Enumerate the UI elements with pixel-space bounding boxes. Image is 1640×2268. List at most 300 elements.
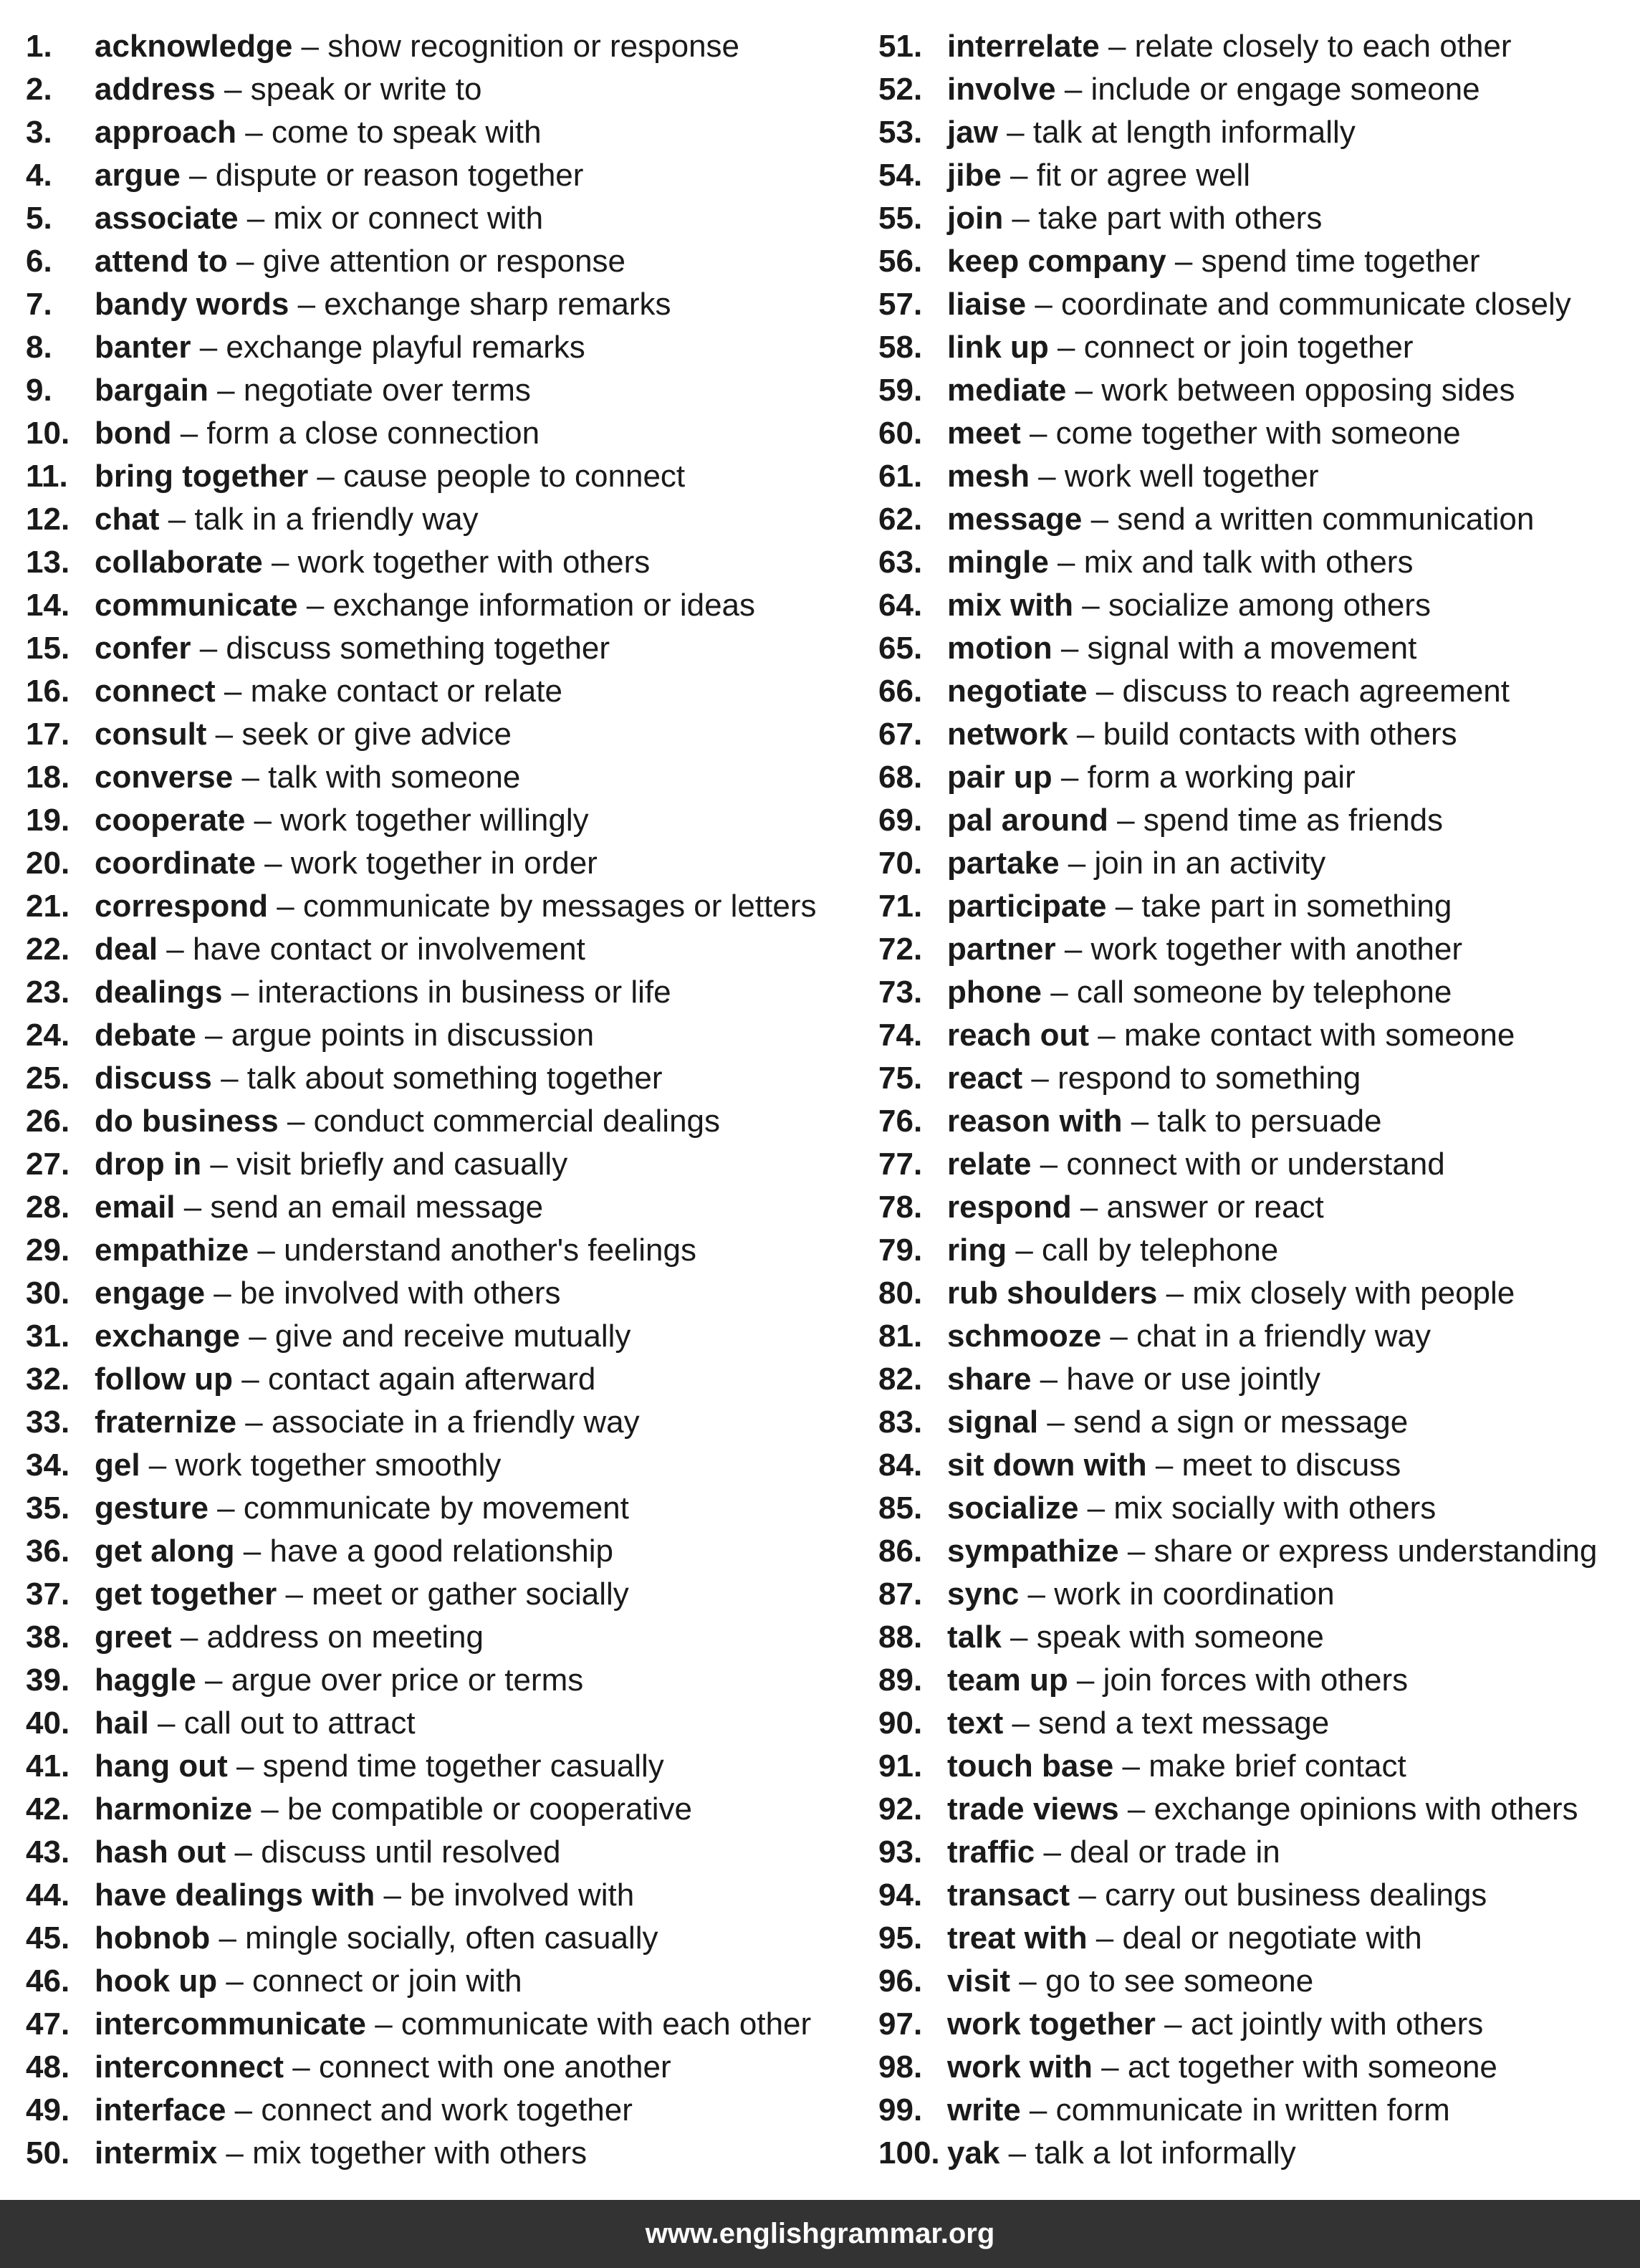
item-term: reason with bbox=[947, 1104, 1123, 1139]
item-number: 96. bbox=[878, 1963, 923, 1999]
item-term: message bbox=[947, 502, 1083, 537]
item-number: 35. bbox=[26, 1491, 70, 1526]
item-number: 90. bbox=[878, 1705, 923, 1741]
item-definition: – work between opposing sides bbox=[1066, 373, 1515, 408]
item-definition: – answer or react bbox=[1071, 1190, 1324, 1225]
item-definition: – work together in order bbox=[255, 846, 598, 881]
list-item bbox=[878, 369, 1631, 412]
item-definition: – communicate by messages or letters bbox=[268, 889, 817, 924]
item-definition: – send a sign or message bbox=[1038, 1405, 1409, 1440]
list-item bbox=[26, 1358, 850, 1401]
item-number: 76. bbox=[878, 1104, 923, 1139]
item-number: 54. bbox=[878, 158, 923, 193]
footer-url: www.englishgrammar.org bbox=[645, 2218, 995, 2249]
item-number: 2. bbox=[26, 72, 52, 107]
item-number: 5. bbox=[26, 201, 52, 236]
item-term: interconnect bbox=[95, 2049, 284, 2085]
item-term: text bbox=[947, 1705, 1004, 1741]
item-number: 81. bbox=[878, 1319, 923, 1354]
list-item bbox=[26, 197, 850, 240]
list-item bbox=[878, 1057, 1631, 1100]
item-definition: – exchange sharp remarks bbox=[289, 287, 671, 322]
item-number: 48. bbox=[26, 2049, 70, 2085]
item-definition: – form a close connection bbox=[171, 416, 540, 451]
item-term: sympathize bbox=[947, 1533, 1119, 1569]
list-item bbox=[26, 1272, 850, 1315]
item-definition: – call by telephone bbox=[1007, 1233, 1279, 1268]
item-number: 4. bbox=[26, 158, 52, 193]
item-definition: – connect or join together bbox=[1048, 330, 1414, 365]
item-term: engage bbox=[95, 1276, 206, 1311]
item-definition: – send a written communication bbox=[1082, 502, 1535, 537]
item-number: 11. bbox=[26, 459, 68, 494]
item-number: 70. bbox=[878, 846, 923, 881]
item-number: 32. bbox=[26, 1362, 70, 1397]
list-item bbox=[878, 2132, 1631, 2175]
item-term: chat bbox=[95, 502, 160, 537]
list-item bbox=[878, 971, 1631, 1014]
list-item bbox=[26, 928, 850, 971]
item-definition: – join in an activity bbox=[1059, 846, 1326, 881]
item-term: work with bbox=[947, 2049, 1093, 2085]
item-term: get along bbox=[95, 1533, 235, 1569]
item-definition: – make contact with someone bbox=[1089, 1018, 1515, 1053]
item-definition: – call someone by telephone bbox=[1041, 975, 1452, 1010]
list-item bbox=[878, 627, 1631, 670]
item-number: 7. bbox=[26, 287, 52, 322]
item-term: empathize bbox=[95, 1233, 249, 1268]
item-definition: – argue points in discussion bbox=[196, 1018, 595, 1053]
item-term: get together bbox=[95, 1576, 277, 1612]
item-term: approach bbox=[95, 115, 237, 150]
item-term: transact bbox=[947, 1877, 1070, 1913]
item-definition: – relate closely to each other bbox=[1099, 29, 1512, 64]
item-number: 99. bbox=[878, 2092, 923, 2128]
item-definition: – work well together bbox=[1029, 459, 1319, 494]
item-term: partner bbox=[947, 932, 1056, 967]
item-definition: – connect with or understand bbox=[1031, 1147, 1445, 1182]
item-term: bond bbox=[95, 416, 172, 451]
item-number: 86. bbox=[878, 1533, 923, 1569]
item-number: 50. bbox=[26, 2135, 70, 2171]
item-definition: – work together with another bbox=[1055, 932, 1463, 967]
item-term: treat with bbox=[947, 1920, 1088, 1956]
item-number: 40. bbox=[26, 1705, 70, 1741]
list-item bbox=[26, 1659, 850, 1702]
item-term: email bbox=[95, 1190, 176, 1225]
item-definition: – coordinate and communicate closely bbox=[1026, 287, 1571, 322]
item-term: argue bbox=[95, 158, 181, 193]
list-item bbox=[878, 68, 1631, 111]
item-number: 78. bbox=[878, 1190, 923, 1225]
item-number: 8. bbox=[26, 330, 52, 365]
item-definition: – spend time together casually bbox=[227, 1748, 664, 1784]
item-number: 100. bbox=[878, 2135, 940, 2171]
footer-bar bbox=[0, 2200, 1640, 2268]
item-definition: – work together with others bbox=[262, 545, 651, 580]
list-item bbox=[878, 240, 1631, 283]
item-term: hail bbox=[95, 1705, 149, 1741]
item-number: 59. bbox=[878, 373, 923, 408]
item-number: 57. bbox=[878, 287, 923, 322]
word-list-right-column bbox=[878, 25, 1631, 2175]
item-definition: – argue over price or terms bbox=[196, 1662, 584, 1698]
list-item bbox=[26, 1487, 850, 1530]
item-term: acknowledge bbox=[95, 29, 293, 64]
item-definition: – make contact or relate bbox=[215, 674, 562, 709]
item-term: motion bbox=[947, 631, 1052, 666]
item-number: 94. bbox=[878, 1877, 923, 1913]
list-item bbox=[26, 1530, 850, 1573]
item-term: rub shoulders bbox=[947, 1276, 1158, 1311]
item-number: 18. bbox=[26, 760, 70, 795]
item-number: 91. bbox=[878, 1748, 923, 1784]
item-term: work together bbox=[947, 2006, 1156, 2042]
item-term: mix with bbox=[947, 588, 1074, 623]
item-term: participate bbox=[947, 889, 1107, 924]
item-definition: – have or use jointly bbox=[1031, 1362, 1320, 1397]
item-definition: – talk to persuade bbox=[1122, 1104, 1382, 1139]
item-definition: – mix and talk with others bbox=[1048, 545, 1414, 580]
item-definition: – communicate with each other bbox=[365, 2006, 812, 2042]
item-definition: – meet to discuss bbox=[1146, 1448, 1401, 1483]
list-item bbox=[26, 412, 850, 455]
item-term: negotiate bbox=[947, 674, 1088, 709]
item-term: ring bbox=[947, 1233, 1007, 1268]
item-definition: – mix together with others bbox=[217, 2135, 588, 2171]
item-definition: – exchange opinions with others bbox=[1118, 1791, 1578, 1827]
item-term: hash out bbox=[95, 1834, 226, 1870]
item-definition: – interactions in business or life bbox=[222, 975, 671, 1010]
list-item bbox=[878, 756, 1631, 799]
list-item bbox=[878, 1487, 1631, 1530]
item-definition: – signal with a movement bbox=[1052, 631, 1417, 666]
item-term: communicate bbox=[95, 588, 298, 623]
item-term: liaise bbox=[947, 287, 1027, 322]
item-definition: – mix socially with others bbox=[1078, 1491, 1437, 1526]
item-number: 74. bbox=[878, 1018, 923, 1053]
item-definition: – mix closely with people bbox=[1157, 1276, 1515, 1311]
item-term: haggle bbox=[95, 1662, 196, 1698]
item-number: 63. bbox=[878, 545, 923, 580]
item-term: touch base bbox=[947, 1748, 1114, 1784]
item-definition: – be compatible or cooperative bbox=[252, 1791, 692, 1827]
list-item bbox=[878, 25, 1631, 68]
item-term: consult bbox=[95, 717, 207, 752]
item-definition: – exchange playful remarks bbox=[191, 330, 585, 365]
item-term: fraternize bbox=[95, 1405, 237, 1440]
item-definition: – meet or gather socially bbox=[277, 1576, 629, 1612]
item-definition: – deal or trade in bbox=[1035, 1834, 1280, 1870]
item-term: team up bbox=[947, 1662, 1068, 1698]
item-definition: – send an email message bbox=[175, 1190, 544, 1225]
list-item bbox=[878, 326, 1631, 369]
item-number: 61. bbox=[878, 459, 923, 494]
list-item bbox=[26, 541, 850, 584]
list-item bbox=[878, 283, 1631, 326]
item-definition: – connect and work together bbox=[226, 2092, 633, 2128]
item-number: 80. bbox=[878, 1276, 923, 1311]
item-number: 64. bbox=[878, 588, 923, 623]
item-term: associate bbox=[95, 201, 239, 236]
list-item bbox=[878, 1272, 1631, 1315]
item-definition: – address on meeting bbox=[171, 1619, 484, 1655]
item-definition: – come together with someone bbox=[1020, 416, 1461, 451]
item-number: 10. bbox=[26, 416, 70, 451]
list-item bbox=[26, 283, 850, 326]
item-definition: – communicate by movement bbox=[208, 1491, 629, 1526]
item-definition: – speak with someone bbox=[1001, 1619, 1324, 1655]
item-definition: – spend time as friends bbox=[1108, 803, 1444, 838]
list-item bbox=[878, 1917, 1631, 1960]
item-term: sync bbox=[947, 1576, 1020, 1612]
item-number: 1. bbox=[26, 29, 52, 64]
item-term: dealings bbox=[95, 975, 223, 1010]
item-term: intercommunicate bbox=[95, 2006, 366, 2042]
item-definition: – discuss until resolved bbox=[226, 1834, 561, 1870]
list-item bbox=[26, 1014, 850, 1057]
item-definition: – build contacts with others bbox=[1068, 717, 1457, 752]
item-definition: – take part with others bbox=[1003, 201, 1323, 236]
item-number: 93. bbox=[878, 1834, 923, 1870]
item-term: join bbox=[947, 201, 1004, 236]
item-term: pal around bbox=[947, 803, 1108, 838]
item-number: 24. bbox=[26, 1018, 70, 1053]
item-definition: – go to see someone bbox=[1010, 1963, 1314, 1999]
list-item bbox=[878, 799, 1631, 842]
list-item bbox=[26, 627, 850, 670]
item-term: interrelate bbox=[947, 29, 1100, 64]
item-definition: – seek or give advice bbox=[206, 717, 512, 752]
list-item bbox=[878, 2003, 1631, 2046]
item-term: mingle bbox=[947, 545, 1049, 580]
item-term: confer bbox=[95, 631, 191, 666]
list-item bbox=[26, 1186, 850, 1229]
item-number: 89. bbox=[878, 1662, 923, 1698]
list-item bbox=[878, 541, 1631, 584]
item-number: 98. bbox=[878, 2049, 923, 2085]
item-definition: – make brief contact bbox=[1113, 1748, 1406, 1784]
list-item bbox=[878, 928, 1631, 971]
item-definition: – exchange information or ideas bbox=[297, 588, 756, 623]
item-number: 53. bbox=[878, 115, 923, 150]
item-definition: – understand another's feelings bbox=[249, 1233, 697, 1268]
item-definition: – work in coordination bbox=[1019, 1576, 1335, 1612]
list-item bbox=[878, 455, 1631, 498]
item-number: 44. bbox=[26, 1877, 70, 1913]
list-item bbox=[878, 2089, 1631, 2132]
item-definition: – talk a lot informally bbox=[999, 2135, 1296, 2171]
item-number: 36. bbox=[26, 1533, 70, 1569]
list-item bbox=[26, 1702, 850, 1745]
item-term: involve bbox=[947, 72, 1056, 107]
item-term: relate bbox=[947, 1147, 1032, 1182]
list-item bbox=[878, 498, 1631, 541]
item-number: 83. bbox=[878, 1405, 923, 1440]
list-item bbox=[26, 1831, 850, 1874]
item-term: sit down with bbox=[947, 1448, 1147, 1483]
item-number: 28. bbox=[26, 1190, 70, 1225]
item-term: greet bbox=[95, 1619, 172, 1655]
list-item bbox=[26, 154, 850, 197]
item-term: traffic bbox=[947, 1834, 1035, 1870]
list-item bbox=[878, 1444, 1631, 1487]
item-number: 14. bbox=[26, 588, 70, 623]
item-number: 69. bbox=[878, 803, 923, 838]
list-item bbox=[878, 1874, 1631, 1917]
item-term: reach out bbox=[947, 1018, 1090, 1053]
item-term: respond bbox=[947, 1190, 1072, 1225]
list-item bbox=[26, 2089, 850, 2132]
item-definition: – act jointly with others bbox=[1155, 2006, 1484, 2042]
item-definition: – share or express understanding bbox=[1118, 1533, 1598, 1569]
list-item bbox=[878, 1659, 1631, 1702]
item-definition: – be involved with others bbox=[205, 1276, 561, 1311]
item-definition: – form a working pair bbox=[1052, 760, 1356, 795]
item-number: 65. bbox=[878, 631, 923, 666]
item-number: 29. bbox=[26, 1233, 70, 1268]
item-term: phone bbox=[947, 975, 1042, 1010]
item-definition: – dispute or reason together bbox=[180, 158, 584, 193]
item-number: 79. bbox=[878, 1233, 923, 1268]
item-number: 33. bbox=[26, 1405, 70, 1440]
item-number: 55. bbox=[878, 201, 923, 236]
item-number: 20. bbox=[26, 846, 70, 881]
item-term: meet bbox=[947, 416, 1021, 451]
list-item bbox=[26, 111, 850, 154]
item-definition: – discuss to reach agreement bbox=[1087, 674, 1510, 709]
item-number: 56. bbox=[878, 244, 923, 279]
item-number: 19. bbox=[26, 803, 70, 838]
item-term: schmooze bbox=[947, 1319, 1102, 1354]
item-definition: – discuss something together bbox=[191, 631, 610, 666]
list-item bbox=[878, 111, 1631, 154]
item-definition: – chat in a friendly way bbox=[1101, 1319, 1431, 1354]
item-number: 22. bbox=[26, 932, 70, 967]
list-item bbox=[26, 713, 850, 756]
item-number: 16. bbox=[26, 674, 70, 709]
item-term: bandy words bbox=[95, 287, 289, 322]
item-number: 97. bbox=[878, 2006, 923, 2042]
item-number: 42. bbox=[26, 1791, 70, 1827]
item-term: hang out bbox=[95, 1748, 228, 1784]
item-definition: – connect with one another bbox=[284, 2049, 671, 2085]
item-definition: – communicate in written form bbox=[1020, 2092, 1450, 2128]
item-number: 60. bbox=[878, 416, 923, 451]
item-definition: – associate in a friendly way bbox=[236, 1405, 640, 1440]
item-term: address bbox=[95, 72, 216, 107]
list-item bbox=[878, 885, 1631, 928]
item-term: partake bbox=[947, 846, 1060, 881]
list-item bbox=[26, 240, 850, 283]
item-definition: – come to speak with bbox=[236, 115, 542, 150]
list-item bbox=[26, 326, 850, 369]
item-term: react bbox=[947, 1061, 1023, 1096]
item-term: drop in bbox=[95, 1147, 202, 1182]
item-term: visit bbox=[947, 1963, 1011, 1999]
item-number: 9. bbox=[26, 373, 52, 408]
item-term: converse bbox=[95, 760, 234, 795]
item-term: trade views bbox=[947, 1791, 1119, 1827]
item-number: 12. bbox=[26, 502, 70, 537]
list-item bbox=[26, 1057, 850, 1100]
item-definition: – be involved with bbox=[375, 1877, 635, 1913]
list-item bbox=[878, 412, 1631, 455]
item-definition: – talk at length informally bbox=[997, 115, 1356, 150]
list-item bbox=[26, 2003, 850, 2046]
list-item bbox=[26, 1745, 850, 1788]
item-definition: – send a text message bbox=[1003, 1705, 1330, 1741]
list-item bbox=[26, 885, 850, 928]
item-definition: – give attention or response bbox=[227, 244, 626, 279]
list-item bbox=[878, 1143, 1631, 1186]
item-term: follow up bbox=[95, 1362, 234, 1397]
list-item bbox=[878, 670, 1631, 713]
item-definition: – show recognition or response bbox=[292, 29, 740, 64]
list-item bbox=[26, 1100, 850, 1143]
item-term: coordinate bbox=[95, 846, 256, 881]
item-term: debate bbox=[95, 1018, 196, 1053]
item-number: 49. bbox=[26, 2092, 70, 2128]
list-item bbox=[878, 1358, 1631, 1401]
item-definition: – respond to something bbox=[1022, 1061, 1361, 1096]
list-item bbox=[26, 1229, 850, 1272]
item-definition: – spend time together bbox=[1166, 244, 1480, 279]
list-item bbox=[878, 1831, 1631, 1874]
item-number: 30. bbox=[26, 1276, 70, 1311]
item-term: hook up bbox=[95, 1963, 218, 1999]
list-item bbox=[26, 1874, 850, 1917]
list-item bbox=[878, 197, 1631, 240]
list-item bbox=[878, 1616, 1631, 1659]
item-definition: – work together willingly bbox=[245, 803, 589, 838]
item-number: 45. bbox=[26, 1920, 70, 1956]
list-item bbox=[878, 1315, 1631, 1358]
list-item bbox=[878, 713, 1631, 756]
list-item bbox=[878, 584, 1631, 627]
list-item bbox=[26, 1616, 850, 1659]
list-item bbox=[26, 1444, 850, 1487]
item-number: 37. bbox=[26, 1576, 70, 1612]
item-number: 92. bbox=[878, 1791, 923, 1827]
word-list-left-column bbox=[26, 25, 850, 2175]
item-number: 23. bbox=[26, 975, 70, 1010]
item-term: talk bbox=[947, 1619, 1002, 1655]
item-term: link up bbox=[947, 330, 1049, 365]
item-term: pair up bbox=[947, 760, 1052, 795]
item-number: 21. bbox=[26, 889, 70, 924]
item-term: mesh bbox=[947, 459, 1030, 494]
item-term: jaw bbox=[947, 115, 998, 150]
item-definition: – talk about something together bbox=[211, 1061, 663, 1096]
list-item bbox=[26, 971, 850, 1014]
item-number: 85. bbox=[878, 1491, 923, 1526]
list-item bbox=[26, 2046, 850, 2089]
list-item bbox=[26, 1401, 850, 1444]
item-number: 66. bbox=[878, 674, 923, 709]
item-term: intermix bbox=[95, 2135, 218, 2171]
item-definition: – socialize among others bbox=[1073, 588, 1431, 623]
item-number: 25. bbox=[26, 1061, 70, 1096]
item-term: jibe bbox=[947, 158, 1002, 193]
item-term: network bbox=[947, 717, 1068, 752]
item-number: 88. bbox=[878, 1619, 923, 1655]
list-item bbox=[878, 1573, 1631, 1616]
item-term: share bbox=[947, 1362, 1032, 1397]
item-definition: – take part in something bbox=[1106, 889, 1452, 924]
item-definition: – talk in a friendly way bbox=[159, 502, 479, 537]
item-number: 26. bbox=[26, 1104, 70, 1139]
